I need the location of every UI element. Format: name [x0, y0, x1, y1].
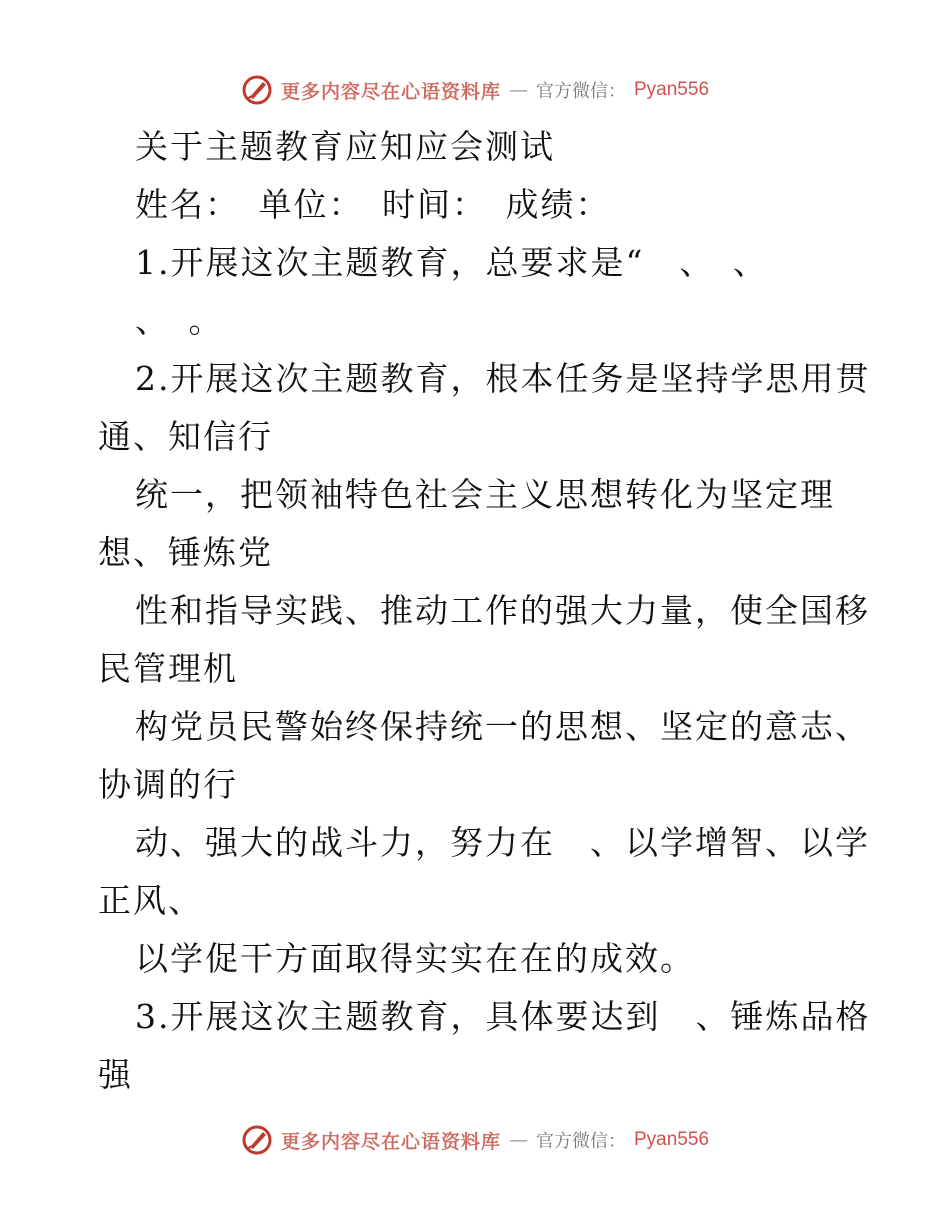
question-2-line-2: 通、知信行	[98, 417, 273, 456]
question-2-line-8: 协调的行	[98, 765, 238, 804]
document-title: 关于主题教育应知应会测试	[135, 127, 555, 166]
quill-logo-icon	[241, 1124, 273, 1156]
info-fields-line: 姓名： 单位： 时间： 成绩：	[135, 185, 611, 224]
question-2-line-6: 民管理机	[98, 649, 238, 688]
question-3-line-2: 强	[98, 1055, 133, 1094]
question-1-line-2: 、 。	[135, 301, 224, 340]
document-body	[98, 118, 871, 1104]
question-2-line-1: 2.开展这次主题教育，根本任务是坚持学思用贯	[135, 359, 871, 398]
question-3-line-1: 3.开展这次主题教育，具体要达到 、锤炼品格	[135, 997, 871, 1036]
question-2-line-7: 构党员民警始终保持统一的思想、坚定的意志、	[135, 707, 870, 746]
question-2-line-9: 动、强大的战斗力，努力在 、以学增智、以学	[135, 823, 870, 862]
footer-watermark	[0, 1120, 950, 1160]
question-2-line-11: 以学促干方面取得实实在在的成效。	[135, 939, 695, 978]
watermark-text: 更多内容尽在心语资料库	[280, 1130, 501, 1153]
watermark-label: 官方微信：	[536, 81, 626, 102]
question-1-line-1: 1.开展这次主题教育，总要求是“ 、 、	[135, 243, 768, 282]
watermark-id: Pyan556	[634, 79, 710, 100]
question-2-line-5: 性和指导实践、推动工作的强大力量，使全国移	[135, 591, 870, 630]
question-2-line-4: 想、锤炼党	[98, 533, 273, 572]
question-2-line-10: 正风、	[98, 881, 203, 920]
watermark-dash: —	[509, 79, 528, 101]
watermark-text: 更多内容尽在心语资料库	[280, 80, 501, 103]
watermark-id: Pyan556	[634, 1129, 710, 1150]
watermark-dash: —	[509, 1129, 528, 1151]
watermark-label: 官方微信：	[536, 1131, 626, 1152]
quill-logo-icon	[241, 74, 273, 106]
question-2-line-3: 统一，把领袖特色社会主义思想转化为坚定理	[135, 475, 835, 514]
header-watermark	[0, 70, 950, 110]
